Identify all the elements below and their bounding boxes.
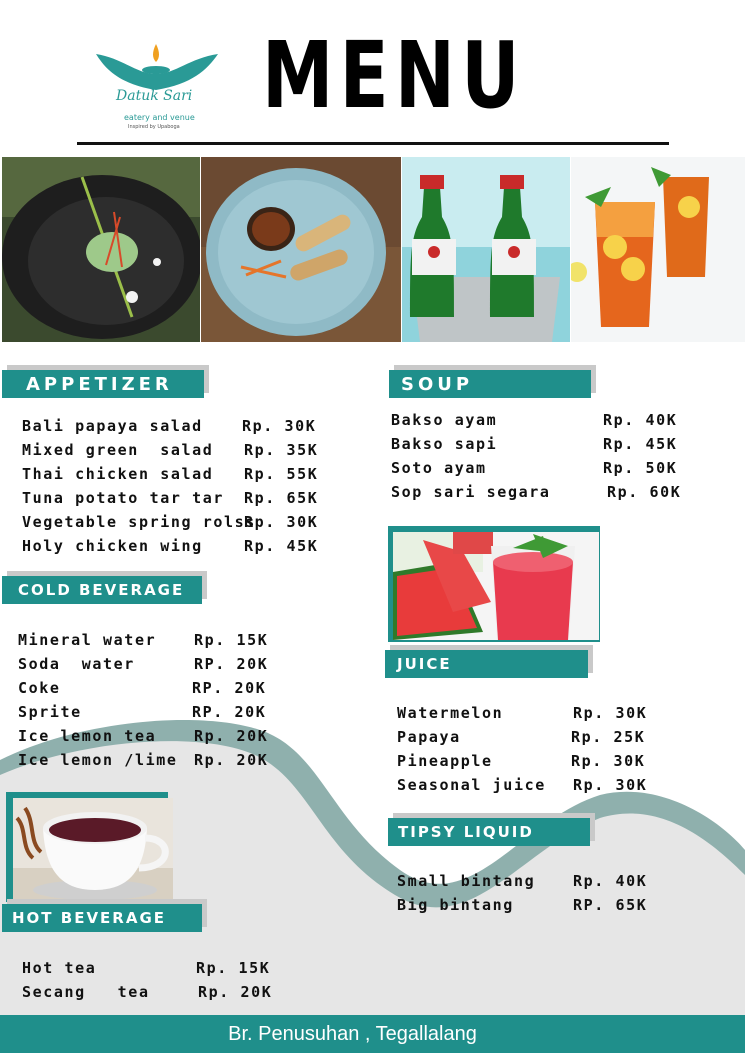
item-name: Pineapple — [397, 752, 493, 770]
item-price: Rp. 20K — [194, 727, 269, 745]
menu-item — [397, 701, 697, 725]
section-hot-beverage-label: HOT BEVERAGE — [12, 909, 167, 927]
item-name: Ice lemon /lime — [18, 751, 178, 769]
item-name: Ice lemon tea — [18, 727, 157, 745]
item-price: Rp. 30K — [242, 417, 317, 435]
item-price: RP. 20K — [192, 703, 267, 721]
item-price: Rp. 20K — [194, 751, 269, 769]
item-price: Rp. 30K — [573, 776, 648, 794]
item-price: Rp. 50K — [603, 459, 678, 477]
brand-name: Datuk Sari — [116, 88, 193, 104]
item-price: Rp. 30K — [573, 704, 648, 722]
menu-item — [22, 486, 342, 510]
menu-item — [22, 462, 342, 486]
photo-iced-tea — [571, 157, 745, 342]
menu-item — [391, 432, 721, 456]
photo-watermelon-juice — [393, 532, 599, 640]
menu-item — [397, 725, 697, 749]
page-title: MENU — [262, 22, 526, 129]
title-divider — [77, 142, 669, 145]
photo-spring-rolls — [201, 157, 401, 342]
menu-item — [18, 628, 298, 652]
item-price: Rp. 20K — [198, 983, 273, 1001]
footer-bar — [0, 1015, 745, 1053]
section-cold-beverage-header — [2, 576, 202, 604]
section-soup-label: SOUP — [401, 373, 474, 395]
section-appetizer-label: APPETIZER — [26, 373, 173, 395]
menu-item — [391, 456, 721, 480]
menu-item — [18, 652, 298, 676]
menu-item — [22, 980, 302, 1004]
menu-item — [22, 414, 342, 438]
item-price: RP. 65K — [573, 896, 648, 914]
brand-tagline: eatery and venue — [124, 113, 195, 122]
item-price: Rp. 40K — [573, 872, 648, 890]
cold-beverage-list — [18, 628, 298, 772]
menu-item — [397, 869, 697, 893]
menu-item — [18, 700, 298, 724]
menu-item — [18, 748, 298, 772]
item-name: Vegetable spring rolss — [22, 513, 256, 531]
item-name: Papaya — [397, 728, 461, 746]
item-price: Rp. 40K — [603, 411, 678, 429]
menu-item — [22, 956, 302, 980]
section-tipsy-header — [388, 818, 590, 846]
item-name: Seasonal juice — [397, 776, 546, 794]
photo-bintang-beer — [402, 157, 570, 342]
item-name: Hot tea — [22, 959, 97, 977]
soup-list — [391, 408, 721, 504]
photo-appetizer-plate — [2, 157, 200, 342]
menu-item — [397, 893, 697, 917]
item-name: Sop sari segara — [391, 483, 551, 501]
item-name: Thai chicken salad — [22, 465, 214, 483]
item-price: Rp. 30K — [571, 752, 646, 770]
item-name: Big bintang — [397, 896, 514, 914]
tipsy-list — [397, 869, 697, 917]
hot-beverage-list — [22, 956, 302, 1004]
item-price: Rp. 60K — [607, 483, 682, 501]
item-name: Sprite — [18, 703, 82, 721]
menu-item — [22, 534, 342, 558]
menu-item — [391, 408, 721, 432]
item-name: Soda water — [18, 655, 135, 673]
section-soup-header — [389, 370, 591, 398]
item-name: Bakso ayam — [391, 411, 498, 429]
juice-list — [397, 701, 697, 797]
item-name: Bakso sapi — [391, 435, 498, 453]
item-name: Secang tea — [22, 983, 150, 1001]
item-name: Bali papaya salad — [22, 417, 203, 435]
item-price: Rp. 35K — [244, 441, 319, 459]
item-price: Rp. 55K — [244, 465, 319, 483]
item-name: Holy chicken wing — [22, 537, 203, 555]
item-name: Soto ayam — [391, 459, 487, 477]
item-price: Rp. 65K — [244, 489, 319, 507]
section-juice-header — [385, 650, 588, 678]
menu-item — [22, 510, 342, 534]
menu-item — [22, 438, 342, 462]
item-price: RP. 20K — [192, 679, 267, 697]
item-price: RP. 20K — [194, 655, 269, 673]
footer-address: Br. Penusuhan , Tegallalang — [228, 1022, 477, 1045]
item-name: Mineral water — [18, 631, 157, 649]
section-hot-beverage-header — [2, 904, 202, 932]
menu-item — [397, 749, 697, 773]
item-name: Tuna potato tar tar — [22, 489, 224, 507]
item-name: Small bintang — [397, 872, 536, 890]
item-price: Rp. 15K — [194, 631, 269, 649]
section-tipsy-label: TIPSY LIQUID — [398, 823, 534, 841]
menu-item — [18, 724, 298, 748]
section-cold-beverage-label: COLD BEVERAGE — [18, 581, 185, 599]
appetizer-list — [22, 414, 342, 558]
menu-item — [397, 773, 697, 797]
item-price: Rp. 45K — [244, 537, 319, 555]
photo-hot-tea — [13, 798, 173, 902]
section-juice-label: JUICE — [397, 655, 452, 673]
item-name: Coke — [18, 679, 61, 697]
item-name: Mixed green salad — [22, 441, 214, 459]
brand-note: Inspired by Upaboga — [128, 124, 180, 130]
item-price: Rp. 25K — [571, 728, 646, 746]
menu-item — [391, 480, 721, 504]
item-price: Rp. 30K — [244, 513, 319, 531]
item-price: Rp. 15K — [196, 959, 271, 977]
section-appetizer-header — [2, 370, 204, 398]
item-price: Rp. 45K — [603, 435, 678, 453]
menu-item — [18, 676, 298, 700]
item-name: Watermelon — [397, 704, 504, 722]
